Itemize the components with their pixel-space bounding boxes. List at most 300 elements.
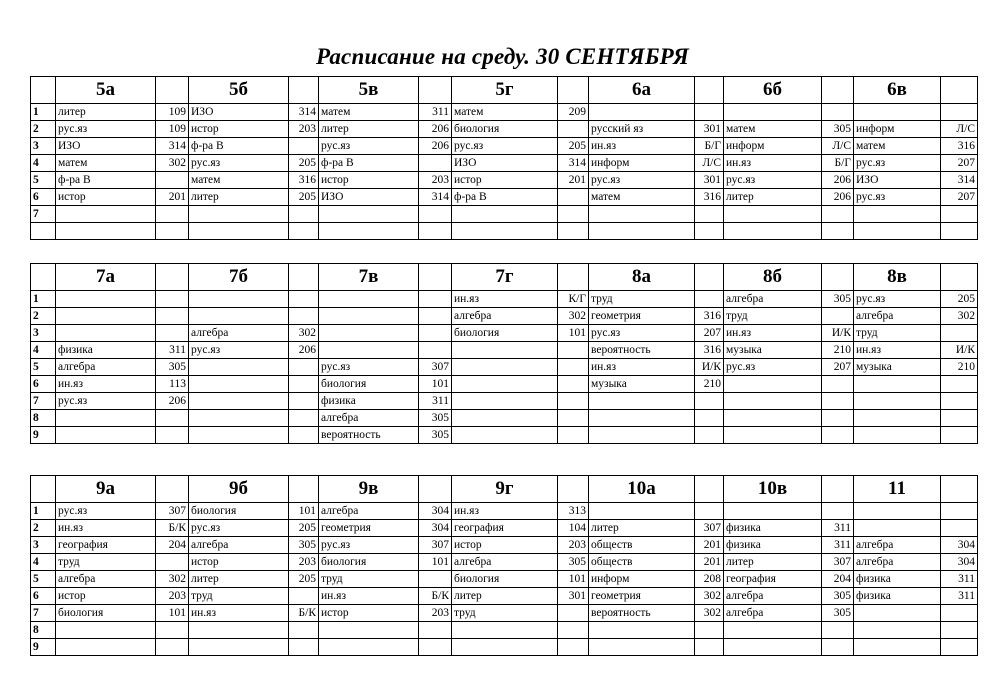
room-cell bbox=[156, 206, 189, 223]
subject-cell: ин.яз bbox=[589, 138, 695, 155]
room-cell: И/К bbox=[822, 325, 854, 342]
subject-cell: алгебра bbox=[319, 503, 419, 520]
room-cell: Б/К bbox=[419, 588, 452, 605]
lesson-number: 9 bbox=[31, 639, 56, 656]
corner-cell bbox=[31, 264, 56, 291]
room-cell: 302 bbox=[695, 605, 724, 622]
room-cell bbox=[941, 376, 978, 393]
room-cell: 302 bbox=[695, 588, 724, 605]
subject-cell: алгебра bbox=[724, 291, 822, 308]
subject-cell bbox=[854, 104, 941, 121]
room-cell: 304 bbox=[941, 554, 978, 571]
subject-cell: ин.яз bbox=[589, 359, 695, 376]
subject-cell: рус.яз bbox=[56, 393, 156, 410]
subject-cell bbox=[189, 223, 289, 240]
subject-cell: матем bbox=[452, 104, 558, 121]
room-cell bbox=[289, 206, 319, 223]
subject-cell: истор bbox=[56, 189, 156, 206]
room-cell bbox=[822, 104, 854, 121]
room-cell bbox=[558, 342, 589, 359]
room-cell: 207 bbox=[822, 359, 854, 376]
room-cell: 316 bbox=[695, 308, 724, 325]
room-cell bbox=[695, 291, 724, 308]
room-cell: 101 bbox=[289, 503, 319, 520]
subject-cell bbox=[319, 639, 419, 656]
room-cell bbox=[419, 308, 452, 325]
subject-cell: физика bbox=[56, 342, 156, 359]
room-cell: 205 bbox=[289, 520, 319, 537]
subject-cell bbox=[589, 104, 695, 121]
lesson-row bbox=[31, 206, 978, 223]
room-cell bbox=[941, 104, 978, 121]
subject-cell bbox=[854, 206, 941, 223]
room-cell bbox=[822, 639, 854, 656]
subject-cell bbox=[319, 223, 419, 240]
lesson-number: 6 bbox=[31, 588, 56, 605]
subject-cell: география bbox=[724, 571, 822, 588]
room-cell: 209 bbox=[558, 104, 589, 121]
lesson-row bbox=[31, 503, 978, 520]
subject-cell bbox=[724, 223, 822, 240]
subject-cell: ф-ра В bbox=[189, 138, 289, 155]
subject-cell: рус.яз bbox=[854, 155, 941, 172]
subject-cell: ин.яз bbox=[189, 605, 289, 622]
subject-cell: ин.яз bbox=[724, 325, 822, 342]
room-cell: 207 bbox=[941, 155, 978, 172]
subject-cell: матем bbox=[854, 138, 941, 155]
subject-cell: литер bbox=[724, 189, 822, 206]
class-header-room-cell bbox=[289, 476, 319, 503]
class-header: 9г bbox=[452, 476, 558, 503]
subject-cell: ин.яз bbox=[452, 503, 558, 520]
lesson-number: 5 bbox=[31, 172, 56, 189]
subject-cell: истор bbox=[319, 605, 419, 622]
subject-cell: алгебра bbox=[854, 537, 941, 554]
subject-cell bbox=[189, 206, 289, 223]
lesson-row bbox=[31, 138, 978, 155]
room-cell: 203 bbox=[419, 605, 452, 622]
subject-cell bbox=[319, 325, 419, 342]
room-cell bbox=[419, 291, 452, 308]
subject-cell bbox=[189, 376, 289, 393]
lesson-number: 4 bbox=[31, 155, 56, 172]
subject-cell: рус.яз bbox=[319, 359, 419, 376]
room-cell: 109 bbox=[156, 104, 189, 121]
room-cell: 305 bbox=[156, 359, 189, 376]
room-cell: Б/К bbox=[156, 520, 189, 537]
room-cell: 304 bbox=[419, 520, 452, 537]
room-cell bbox=[558, 639, 589, 656]
subject-cell: физика bbox=[319, 393, 419, 410]
room-cell: 311 bbox=[419, 104, 452, 121]
room-cell: 206 bbox=[289, 342, 319, 359]
subject-cell bbox=[56, 427, 156, 444]
subject-cell: литер bbox=[724, 554, 822, 571]
subject-cell: рус.яз bbox=[854, 189, 941, 206]
subject-cell bbox=[452, 342, 558, 359]
room-cell: 307 bbox=[695, 520, 724, 537]
subject-cell: биология bbox=[452, 121, 558, 138]
lesson-row bbox=[31, 291, 978, 308]
subject-cell: геометрия bbox=[319, 520, 419, 537]
subject-cell bbox=[452, 622, 558, 639]
subject-cell bbox=[319, 308, 419, 325]
room-cell: К/Г bbox=[558, 291, 589, 308]
subject-cell bbox=[56, 223, 156, 240]
class-header-row bbox=[31, 264, 978, 291]
subject-cell bbox=[189, 291, 289, 308]
subject-cell: истор bbox=[189, 554, 289, 571]
subject-cell: истор bbox=[319, 172, 419, 189]
class-header-room-cell bbox=[419, 77, 452, 104]
subject-cell bbox=[589, 427, 695, 444]
subject-cell bbox=[56, 206, 156, 223]
subject-cell: рус.яз bbox=[589, 325, 695, 342]
lesson-number: 6 bbox=[31, 376, 56, 393]
room-cell bbox=[419, 622, 452, 639]
subject-cell: труд bbox=[56, 554, 156, 571]
subject-cell bbox=[319, 206, 419, 223]
subject-cell bbox=[189, 359, 289, 376]
subject-cell: ф-ра В bbox=[319, 155, 419, 172]
room-cell bbox=[419, 223, 452, 240]
subject-cell: рус.яз bbox=[854, 291, 941, 308]
room-cell: 206 bbox=[822, 172, 854, 189]
subject-cell: алгебра bbox=[724, 588, 822, 605]
subject-cell bbox=[724, 427, 822, 444]
room-cell: 305 bbox=[419, 410, 452, 427]
room-cell bbox=[558, 376, 589, 393]
room-cell: 313 bbox=[558, 503, 589, 520]
subject-cell: алгебра bbox=[854, 308, 941, 325]
room-cell bbox=[156, 622, 189, 639]
subject-cell bbox=[189, 410, 289, 427]
lesson-number: 3 bbox=[31, 537, 56, 554]
lesson-row bbox=[31, 308, 978, 325]
lesson-row bbox=[31, 537, 978, 554]
class-header-room-cell bbox=[156, 476, 189, 503]
subject-cell: рус.яз bbox=[589, 172, 695, 189]
room-cell bbox=[289, 291, 319, 308]
room-cell bbox=[558, 189, 589, 206]
room-cell: 208 bbox=[695, 571, 724, 588]
lesson-row bbox=[31, 104, 978, 121]
room-cell bbox=[695, 503, 724, 520]
lesson-row bbox=[31, 410, 978, 427]
subject-cell: ин.яз bbox=[724, 155, 822, 172]
subject-cell: алгебра bbox=[56, 359, 156, 376]
room-cell: 314 bbox=[419, 189, 452, 206]
subject-cell bbox=[452, 206, 558, 223]
subject-cell: геометрия bbox=[589, 588, 695, 605]
room-cell bbox=[419, 639, 452, 656]
schedule-table-5-6 bbox=[30, 76, 978, 240]
subject-cell bbox=[724, 393, 822, 410]
subject-cell: алгебра bbox=[189, 537, 289, 554]
room-cell bbox=[156, 427, 189, 444]
class-header-room-cell bbox=[419, 264, 452, 291]
room-cell bbox=[156, 325, 189, 342]
subject-cell: ИЗО bbox=[854, 172, 941, 189]
room-cell: 307 bbox=[419, 537, 452, 554]
room-cell: 204 bbox=[822, 571, 854, 588]
room-cell: 302 bbox=[156, 155, 189, 172]
room-cell: 307 bbox=[419, 359, 452, 376]
room-cell bbox=[289, 639, 319, 656]
room-cell bbox=[419, 206, 452, 223]
subject-cell: обществ bbox=[589, 554, 695, 571]
subject-cell bbox=[854, 622, 941, 639]
room-cell bbox=[695, 639, 724, 656]
schedule-table-9-11 bbox=[30, 475, 978, 656]
subject-cell: ИЗО bbox=[189, 104, 289, 121]
subject-cell bbox=[189, 622, 289, 639]
subject-cell: рус.яз bbox=[56, 503, 156, 520]
subject-cell: ин.яз bbox=[319, 588, 419, 605]
subject-cell bbox=[854, 410, 941, 427]
room-cell bbox=[289, 622, 319, 639]
subject-cell: ин.яз bbox=[452, 291, 558, 308]
room-cell: 311 bbox=[419, 393, 452, 410]
room-cell bbox=[822, 622, 854, 639]
subject-cell: биология bbox=[319, 376, 419, 393]
subject-cell: музыка bbox=[589, 376, 695, 393]
subject-cell: география bbox=[452, 520, 558, 537]
room-cell: 314 bbox=[156, 138, 189, 155]
class-header-row bbox=[31, 476, 978, 503]
subject-cell: истор bbox=[189, 121, 289, 138]
class-header-row bbox=[31, 77, 978, 104]
room-cell: И/К bbox=[941, 342, 978, 359]
subject-cell bbox=[56, 308, 156, 325]
class-header: 6в bbox=[854, 77, 941, 104]
class-header: 9а bbox=[56, 476, 156, 503]
subject-cell: матем bbox=[56, 155, 156, 172]
lesson-number: 1 bbox=[31, 104, 56, 121]
subject-cell: биология bbox=[452, 571, 558, 588]
lesson-number: 3 bbox=[31, 325, 56, 342]
lesson-number: 8 bbox=[31, 622, 56, 639]
room-cell: 305 bbox=[822, 605, 854, 622]
room-cell: 311 bbox=[822, 520, 854, 537]
room-cell: 206 bbox=[156, 393, 189, 410]
subject-cell bbox=[854, 427, 941, 444]
room-cell bbox=[941, 622, 978, 639]
subject-cell bbox=[56, 410, 156, 427]
room-cell: 101 bbox=[419, 554, 452, 571]
room-cell: Б/Г bbox=[695, 138, 724, 155]
room-cell: Л/С bbox=[695, 155, 724, 172]
room-cell: 205 bbox=[289, 571, 319, 588]
room-cell: И/К bbox=[695, 359, 724, 376]
subject-cell bbox=[589, 206, 695, 223]
class-header: 7а bbox=[56, 264, 156, 291]
lesson-number: 7 bbox=[31, 393, 56, 410]
room-cell bbox=[156, 308, 189, 325]
class-header-room-cell bbox=[822, 476, 854, 503]
room-cell bbox=[156, 554, 189, 571]
subject-cell bbox=[724, 639, 822, 656]
subject-cell: ин.яз bbox=[56, 376, 156, 393]
subject-cell: физика bbox=[854, 588, 941, 605]
room-cell: 204 bbox=[156, 537, 189, 554]
room-cell: 311 bbox=[941, 588, 978, 605]
class-header-room-cell bbox=[419, 476, 452, 503]
subject-cell: труд bbox=[452, 605, 558, 622]
schedule-table-7-8 bbox=[30, 263, 978, 444]
class-header: 9б bbox=[189, 476, 289, 503]
room-cell bbox=[289, 308, 319, 325]
subject-cell: матем bbox=[589, 189, 695, 206]
room-cell bbox=[941, 427, 978, 444]
subject-cell bbox=[589, 410, 695, 427]
corner-cell bbox=[31, 476, 56, 503]
room-cell: 314 bbox=[941, 172, 978, 189]
subject-cell: литер bbox=[319, 121, 419, 138]
subject-cell bbox=[854, 376, 941, 393]
subject-cell bbox=[319, 291, 419, 308]
lesson-row bbox=[31, 622, 978, 639]
subject-cell: биология bbox=[56, 605, 156, 622]
subject-cell: матем bbox=[189, 172, 289, 189]
class-header: 8в bbox=[854, 264, 941, 291]
room-cell: 101 bbox=[419, 376, 452, 393]
subject-cell: алгебра bbox=[854, 554, 941, 571]
class-header: 10а bbox=[589, 476, 695, 503]
subject-cell: ин.яз bbox=[56, 520, 156, 537]
subject-cell bbox=[452, 639, 558, 656]
subject-cell: матем bbox=[724, 121, 822, 138]
subject-cell: алгебра bbox=[319, 410, 419, 427]
room-cell: 305 bbox=[289, 537, 319, 554]
class-header: 7г bbox=[452, 264, 558, 291]
room-cell bbox=[822, 206, 854, 223]
lesson-row bbox=[31, 605, 978, 622]
subject-cell bbox=[589, 622, 695, 639]
room-cell: 311 bbox=[941, 571, 978, 588]
class-header-room-cell bbox=[289, 77, 319, 104]
subject-cell: вероятность bbox=[589, 342, 695, 359]
lesson-row bbox=[31, 393, 978, 410]
room-cell bbox=[695, 393, 724, 410]
room-cell: 201 bbox=[156, 189, 189, 206]
subject-cell bbox=[452, 410, 558, 427]
class-header: 9в bbox=[319, 476, 419, 503]
room-cell: 314 bbox=[558, 155, 589, 172]
subject-cell: ф-ра В bbox=[56, 172, 156, 189]
subject-cell: ф-ра В bbox=[452, 189, 558, 206]
room-cell: 205 bbox=[289, 155, 319, 172]
subject-cell bbox=[854, 503, 941, 520]
class-header: 10в bbox=[724, 476, 822, 503]
subject-cell: литер bbox=[56, 104, 156, 121]
lesson-row bbox=[31, 588, 978, 605]
room-cell: 201 bbox=[558, 172, 589, 189]
lesson-number: 8 bbox=[31, 410, 56, 427]
subject-cell: ИЗО bbox=[319, 189, 419, 206]
room-cell bbox=[941, 639, 978, 656]
lesson-number: 6 bbox=[31, 189, 56, 206]
subject-cell: музыка bbox=[854, 359, 941, 376]
lesson-number: 5 bbox=[31, 571, 56, 588]
room-cell: 301 bbox=[695, 121, 724, 138]
room-cell bbox=[558, 605, 589, 622]
subject-cell bbox=[56, 291, 156, 308]
subject-cell bbox=[854, 639, 941, 656]
subject-cell: матем bbox=[319, 104, 419, 121]
room-cell: 207 bbox=[695, 325, 724, 342]
subject-cell: вероятность bbox=[589, 605, 695, 622]
lesson-row bbox=[31, 189, 978, 206]
room-cell: 210 bbox=[822, 342, 854, 359]
subject-cell bbox=[189, 427, 289, 444]
subject-cell: литер bbox=[189, 571, 289, 588]
subject-cell: рус.яз bbox=[56, 121, 156, 138]
lesson-number: 2 bbox=[31, 308, 56, 325]
subject-cell: рус.яз bbox=[189, 155, 289, 172]
lesson-number: 4 bbox=[31, 342, 56, 359]
room-cell bbox=[558, 223, 589, 240]
lesson-row bbox=[31, 639, 978, 656]
subject-cell: геометрия bbox=[589, 308, 695, 325]
corner-cell bbox=[31, 77, 56, 104]
room-cell: 316 bbox=[695, 189, 724, 206]
room-cell: 210 bbox=[695, 376, 724, 393]
lesson-row bbox=[31, 427, 978, 444]
room-cell: 302 bbox=[941, 308, 978, 325]
room-cell: Л/С bbox=[941, 121, 978, 138]
subject-cell bbox=[589, 503, 695, 520]
subject-cell bbox=[452, 393, 558, 410]
class-header: 5г bbox=[452, 77, 558, 104]
room-cell: 207 bbox=[941, 189, 978, 206]
lesson-row bbox=[31, 359, 978, 376]
subject-cell bbox=[589, 393, 695, 410]
room-cell bbox=[558, 121, 589, 138]
subject-cell bbox=[854, 393, 941, 410]
subject-cell bbox=[854, 605, 941, 622]
room-cell: 201 bbox=[695, 537, 724, 554]
subject-cell: рус.яз bbox=[319, 537, 419, 554]
lesson-number: 1 bbox=[31, 503, 56, 520]
subject-cell bbox=[724, 503, 822, 520]
room-cell: 301 bbox=[558, 588, 589, 605]
room-cell: 314 bbox=[289, 104, 319, 121]
subject-cell bbox=[724, 104, 822, 121]
room-cell: 305 bbox=[822, 291, 854, 308]
subject-cell bbox=[724, 410, 822, 427]
room-cell bbox=[695, 622, 724, 639]
class-header: 6б bbox=[724, 77, 822, 104]
room-cell: 203 bbox=[289, 121, 319, 138]
subject-cell: биология bbox=[319, 554, 419, 571]
room-cell: 101 bbox=[558, 325, 589, 342]
room-cell: 304 bbox=[941, 537, 978, 554]
lesson-row bbox=[31, 172, 978, 189]
subject-cell bbox=[319, 622, 419, 639]
room-cell: 302 bbox=[558, 308, 589, 325]
class-header: 6а bbox=[589, 77, 695, 104]
class-header: 11 bbox=[854, 476, 941, 503]
class-header-room-cell bbox=[822, 77, 854, 104]
subject-cell: биология bbox=[189, 503, 289, 520]
subject-cell: труд bbox=[854, 325, 941, 342]
room-cell: 205 bbox=[289, 189, 319, 206]
subject-cell: обществ bbox=[589, 537, 695, 554]
class-header-room-cell bbox=[822, 264, 854, 291]
room-cell: 301 bbox=[695, 172, 724, 189]
subject-cell bbox=[589, 639, 695, 656]
